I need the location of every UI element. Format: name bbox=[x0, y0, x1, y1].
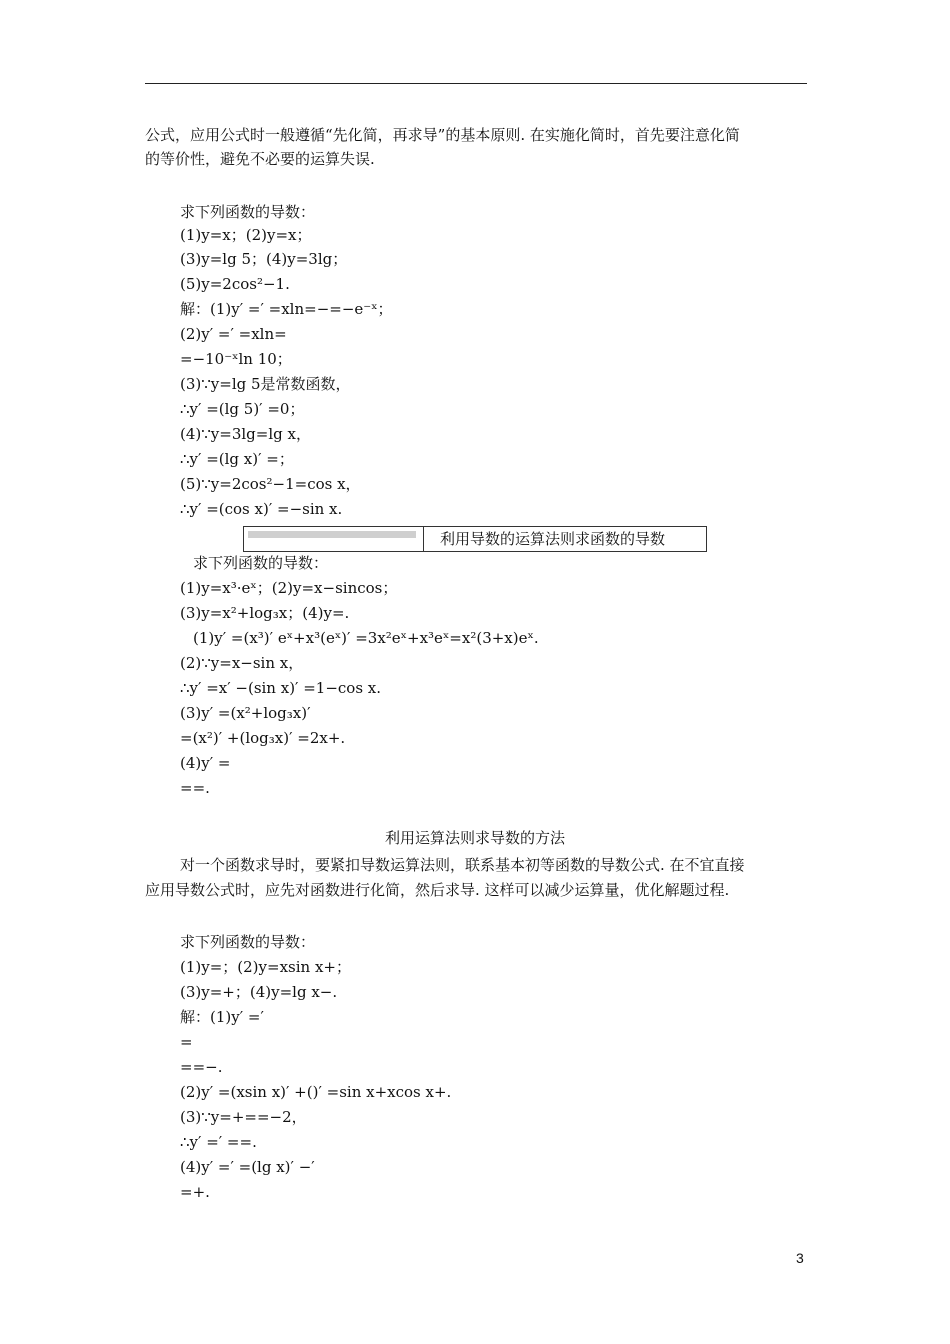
block2-line: (1)y=x³·eˣ；(2)y=x−sincos； bbox=[180, 579, 398, 597]
section-tag-title: 利用导数的运算法则求函数的导数 bbox=[440, 530, 666, 548]
block2-line: (3)y=x²+log₃x；(4)y=. bbox=[180, 604, 350, 622]
block1-line: =−10⁻ˣln 10； bbox=[180, 350, 292, 368]
block1-line: (2)y′ =′ =xln= bbox=[180, 325, 287, 343]
block1-line: ∴y′ =(cos x)′ =−sin x. bbox=[180, 500, 343, 518]
block1-line: (5)∵y=2cos²−1=cos x， bbox=[180, 475, 361, 493]
block3-line: 解：(1)y′ =′ bbox=[180, 1008, 264, 1026]
block3-line: ∴y′ =′ ==. bbox=[180, 1133, 257, 1151]
block1-line: (3)y=lg 5；(4)y=3lg； bbox=[180, 250, 348, 268]
block1-line: (3)∵y=lg 5是常数函数， bbox=[180, 375, 351, 393]
block2-line: 求下列函数的导数： bbox=[193, 554, 329, 572]
block3-line: 求下列函数的导数： bbox=[180, 933, 316, 951]
block2-line: =(x²)′ +(log₃x)′ =2x+. bbox=[180, 729, 346, 747]
block2-line: (1)y′ =(x³)′ eˣ+x³(eˣ)′ =3x²eˣ+x³eˣ=x²(3+x)eˣ. bbox=[193, 629, 539, 647]
intro-line-2: 的等价性，避免不必要的运算失误. bbox=[145, 150, 375, 168]
block2-line: (3)y′ =(x²+log₃x)′ bbox=[180, 704, 311, 722]
intro-line-1: 公式，应用公式时一般遵循“先化简，再求导”的基本原则. 在实施化简时，首先要注意化简 bbox=[145, 126, 740, 144]
section-badge bbox=[248, 531, 416, 538]
section-tag-label-cell bbox=[244, 527, 424, 551]
block3-line: (3)y=+；(4)y=lg x−. bbox=[180, 983, 338, 1001]
method-line: 应用导数公式时，应先对函数进行化简，然后求导. 这样可以减少运算量，优化解题过程. bbox=[145, 881, 730, 899]
header-rule bbox=[145, 83, 807, 84]
block2-line: (2)∵y=x−sin x， bbox=[180, 654, 304, 672]
block3-line: (1)y=；(2)y=xsin x+； bbox=[180, 958, 351, 976]
block3-line: ==−. bbox=[180, 1058, 223, 1076]
page-number: 3 bbox=[796, 1250, 804, 1266]
block1-line: 解：(1)y′ =′ =xln=−=−e⁻ˣ； bbox=[180, 300, 393, 318]
block2-line: ==. bbox=[180, 779, 210, 797]
block1-line: 求下列函数的导数： bbox=[180, 203, 316, 221]
block2-line: ∴y′ =x′ −(sin x)′ =1−cos x. bbox=[180, 679, 382, 697]
block1-line: (1)y=x；(2)y=x； bbox=[180, 226, 312, 244]
block2-line: (4)y′ = bbox=[180, 754, 231, 772]
method-heading: 利用运算法则求导数的方法 bbox=[384, 829, 565, 847]
section-tag bbox=[243, 526, 707, 552]
block1-line: (4)∵y=3lg=lg x， bbox=[180, 425, 311, 443]
block3-line: =+. bbox=[180, 1183, 210, 1201]
block3-line: (4)y′ =′ =(lg x)′ −′ bbox=[180, 1158, 315, 1176]
method-line: 对一个函数求导时，要紧扣导数运算法则，联系基本初等函数的导数公式. 在不宜直接 bbox=[180, 856, 745, 874]
block1-line: (5)y=2cos²−1. bbox=[180, 275, 290, 293]
block3-line: (3)∵y=+==−2， bbox=[180, 1108, 307, 1126]
block3-line: = bbox=[180, 1033, 193, 1051]
block3-line: (2)y′ =(xsin x)′ +()′ =sin x+xcos x+. bbox=[180, 1083, 452, 1101]
block1-line: ∴y′ =(lg x)′ =； bbox=[180, 450, 294, 468]
block1-line: ∴y′ =(lg 5)′ =0； bbox=[180, 400, 305, 418]
